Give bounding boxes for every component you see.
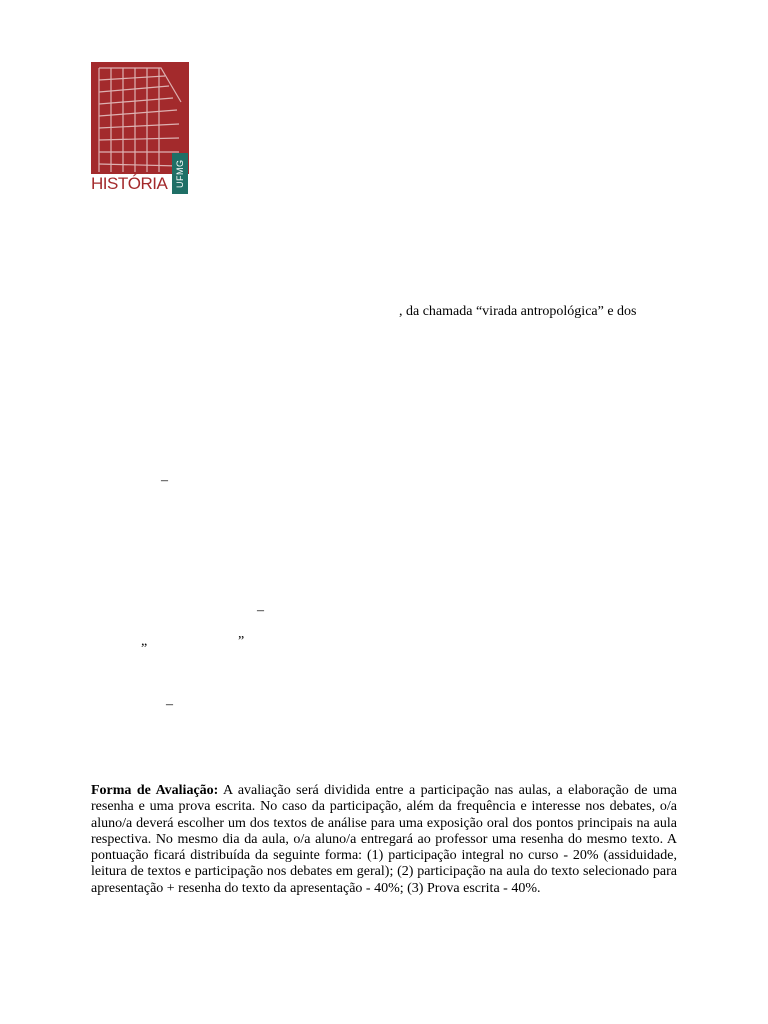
dash-fragment: –	[257, 603, 264, 618]
dash-fragment: –	[161, 473, 168, 488]
logo-ufmg-tag: UFMG	[172, 153, 188, 194]
evaluation-body: A avaliação será dividida entre a participação nas aulas, a elaboração de uma resenha e uma prova escrita. No caso da participação, além da frequência e interesse nos debates, o/a aluno/a deverá escolher um dos textos de análise para uma exposição oral dos pontos principais na aula respectiva. No mesmo dia da aula, o/a aluno/a entregará ao professor uma resenha do mesmo texto. A pontuação ficará distribuída da seguinte forma: (1) participação integral no curso - 20% (assiduidade, leitura de textos e participação nos debates em geral); (2) participação na aula do texto selecionado para apresentação + resenha do texto da apresentação - 40%; (3) Prova escrita - 40%.	[91, 783, 677, 896]
quote-open-fragment: „	[141, 634, 148, 649]
logo-wordmark: HISTÓRIA	[91, 174, 168, 193]
dash-fragment: –	[166, 697, 173, 712]
evaluation-heading: Forma de Avaliação:	[91, 783, 219, 798]
evaluation-paragraph	[91, 783, 677, 897]
quote-close-fragment: ”	[238, 634, 245, 649]
text-fragment-line: , da chamada “virada antropológica” e dos	[399, 304, 637, 319]
